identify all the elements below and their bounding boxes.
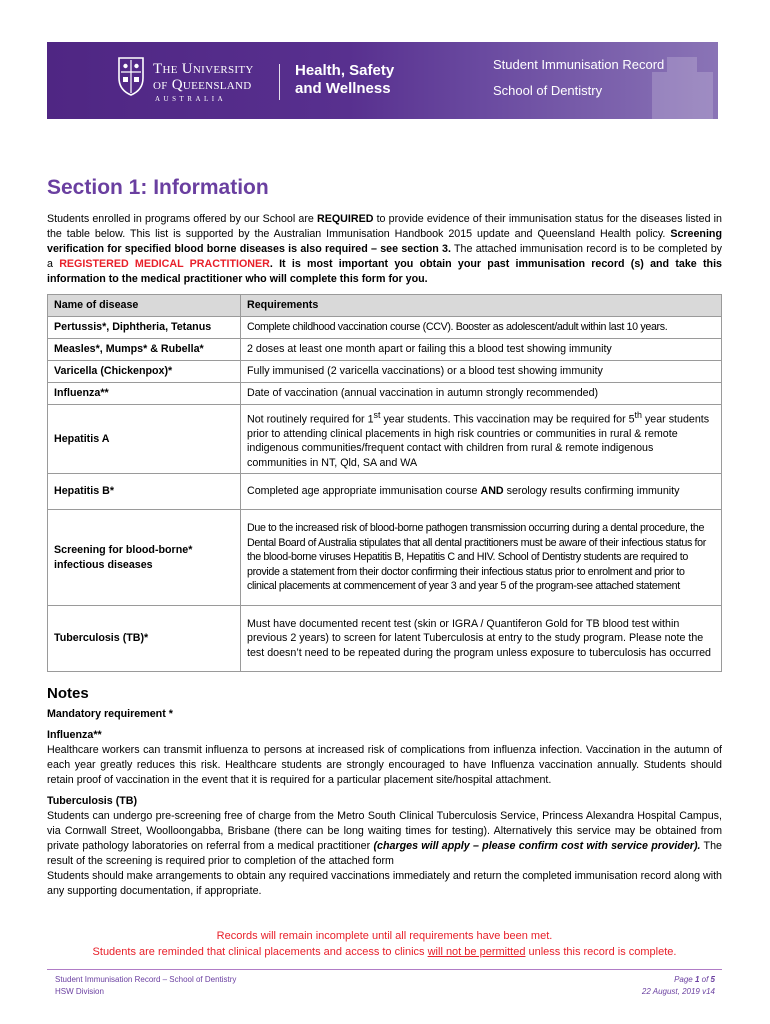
uq-crest-icon xyxy=(117,56,145,96)
current-page: 1 xyxy=(694,975,700,984)
requirement-text: Completed age appropriate immunisation course xyxy=(247,485,481,498)
disease-name: Varicella (Chickenpox)* xyxy=(48,360,241,382)
disease-requirement: 2 doses at least one month apart or failing this a blood test showing immunity xyxy=(241,338,722,360)
intro-text: Students enrolled in programs offered by our School are xyxy=(47,213,318,225)
record-title: Student Immunisation Record xyxy=(493,57,665,72)
disease-name: Hepatitis A xyxy=(48,404,241,474)
notes-title: Notes xyxy=(47,685,89,702)
footer-left xyxy=(55,974,236,998)
footer-document-title: Student Immunisation Record – School of Dentistry xyxy=(55,975,237,984)
requirement-text: Not routinely required for 1 xyxy=(247,413,374,426)
intro-text: to provide evidence of their immunisation status for the diseases listed in the table below. This list is supported by the Australian Immunisation Handbook 2015 update and Queensland Health policy. xyxy=(47,213,722,240)
disease-requirement: Due to the increased risk of blood-borne pathogen transmission occurring during a dental procedure, the Dental Board of Australia stipulates that all dental practitioners must be aware of their infectious status for the blood-borne viruses Hepatitis B, Hepatitis C and HIV. School of Dentistry students are required to provide a statement from their doctor confirming their infectious status prior to enrolment and prior to clinical placements at commencement of year 3 and year 5 of the program-see attached statement xyxy=(241,510,722,606)
completion-warning xyxy=(47,928,722,960)
intro-screening-note: Screening verification for specified blood borne diseases is also required – see section 3. xyxy=(47,228,722,255)
arrangements-text: Students should make arrangements to obtain any required vaccinations immediately and return the completed immunisation record along with any supporting documentation, if appropriate. xyxy=(47,870,722,897)
footer-date: 22 August, 2019 v14 xyxy=(641,987,715,996)
page-label: Page xyxy=(674,975,695,984)
disease-name: Influenza** xyxy=(48,382,241,404)
table-header-row xyxy=(48,295,722,317)
disease-name: Screening for blood-borne* infectious diseases xyxy=(48,510,241,606)
notes-section xyxy=(47,686,722,899)
disease-name: Pertussis*, Diphtheria, Tetanus xyxy=(48,316,241,338)
column-header-disease: Name of disease xyxy=(48,295,241,317)
table-row xyxy=(48,360,722,382)
university-line2: of Queensland xyxy=(153,77,252,93)
intro-text: The attached immunisation record is to be completed by a xyxy=(47,243,722,270)
disease-requirement xyxy=(241,404,722,474)
requirement-text: year students. This vaccination may be required for 5 xyxy=(380,413,635,426)
column-header-requirements: Requirements xyxy=(241,295,722,317)
university-line1: The University xyxy=(153,61,254,77)
banner-divider xyxy=(279,64,280,100)
header-banner xyxy=(47,42,718,119)
tb-text-part: Students can undergo pre-screening free of charge from the Metro South Clinical Tuberculosis Service, Princess Alexandra Hospital Campus, via Cornwall Street, Woolloongabba, Brisbane (there can be long waiting times for testing). Alternatively this service may be obtained from private pathology laboratories on referral from a medical practitioner xyxy=(47,810,722,852)
intro-required: REQUIRED xyxy=(317,213,374,225)
warning-text: Students are reminded that clinical placements and access to clinics xyxy=(92,946,428,958)
ordinal-suffix: th xyxy=(634,409,642,420)
footer-divider xyxy=(47,969,722,970)
table-row xyxy=(48,510,722,606)
influenza-heading: Influenza** xyxy=(47,729,102,741)
disease-requirement xyxy=(241,474,722,510)
warning-emphasis: will not be permitted xyxy=(427,946,526,958)
tb-cost-note: (charges will apply – please confirm cost with service provider). xyxy=(373,840,701,852)
warning-text: unless this record is complete. xyxy=(525,946,677,958)
school-name: School of Dentistry xyxy=(493,83,603,98)
intro-practitioner-highlight: REGISTERED MEDICAL PRACTITIONER xyxy=(59,258,270,270)
disease-requirement: Fully immunised (2 varicella vaccinations) or a blood test showing immunity xyxy=(241,360,722,382)
disease-requirement: Complete childhood vaccination course (CCV). Booster as adolescent/adult within last 10 years. xyxy=(241,316,722,338)
warning-line2 xyxy=(47,944,722,960)
disease-name: Tuberculosis (TB)* xyxy=(48,606,241,672)
mandatory-note: Mandatory requirement * xyxy=(47,708,173,720)
footer-right xyxy=(642,974,715,998)
disease-requirement: Date of vaccination (annual vaccination in autumn strongly recommended) xyxy=(241,382,722,404)
building-illustration-icon xyxy=(647,42,718,119)
requirement-emphasis: AND xyxy=(480,485,504,498)
university-name xyxy=(153,61,254,93)
page-number xyxy=(642,974,715,986)
table-row xyxy=(48,316,722,338)
disease-name: Hepatitis B* xyxy=(48,474,241,510)
ordinal-suffix: st xyxy=(373,409,381,420)
table-row xyxy=(48,606,722,672)
requirement-text: year students prior to attending clinical placements in high risk countries or communities in rural & remote indigenous communities/frequent contact with children from rural & remote indigenous communities in NT, Qld, SA and WA xyxy=(247,413,710,469)
disease-name: Measles*, Mumps* & Rubella* xyxy=(48,338,241,360)
disease-requirement: Must have documented recent test (skin or IGRA / Quantiferon Gold for TB blood test within previous 2 years) to screen for latent Tuberculosis at entry to the study program. Please note the test doesn’t need to be repeated during the program unless exposure to tuberculosis has occurred xyxy=(241,606,722,672)
requirement-text: serology results confirming immunity xyxy=(503,485,680,498)
division-line1: Health, Safety xyxy=(295,62,395,79)
table-row xyxy=(48,474,722,510)
intro-paragraph xyxy=(47,212,722,287)
total-pages: 5 xyxy=(710,975,715,984)
warning-line1: Records will remain incomplete until all requirements have been met. xyxy=(216,930,553,942)
table-row xyxy=(48,382,722,404)
section-title: Section 1: Information xyxy=(47,176,269,199)
university-country: AUSTRALIA xyxy=(155,95,227,103)
influenza-text: Healthcare workers can transmit influenza to persons at increased risk of complications from influenza infection. Vaccination in the autumn of each year greatly reduces this risk. Healthcare students are strongly encouraged to have Influenza vaccination annually. Students should retain proof of vaccination in the event that it is required for a particular placement site/hospital attachment. xyxy=(47,744,722,786)
table-row xyxy=(48,404,722,474)
footer-division: HSW Division xyxy=(55,987,104,996)
page-of: of xyxy=(699,975,711,984)
tb-text xyxy=(47,809,722,869)
disease-requirements-table xyxy=(47,294,722,672)
tb-heading: Tuberculosis (TB) xyxy=(47,795,138,807)
intro-important-note: . It is most important you obtain your past immunisation record (s) and take this information to the medical practitioner who will complete this form for you. xyxy=(47,258,722,285)
division-name xyxy=(295,62,394,98)
division-line2: and Wellness xyxy=(295,80,391,97)
table-row xyxy=(48,338,722,360)
tb-text-part: The result of the screening is required prior to completion of the attached form xyxy=(47,840,722,867)
